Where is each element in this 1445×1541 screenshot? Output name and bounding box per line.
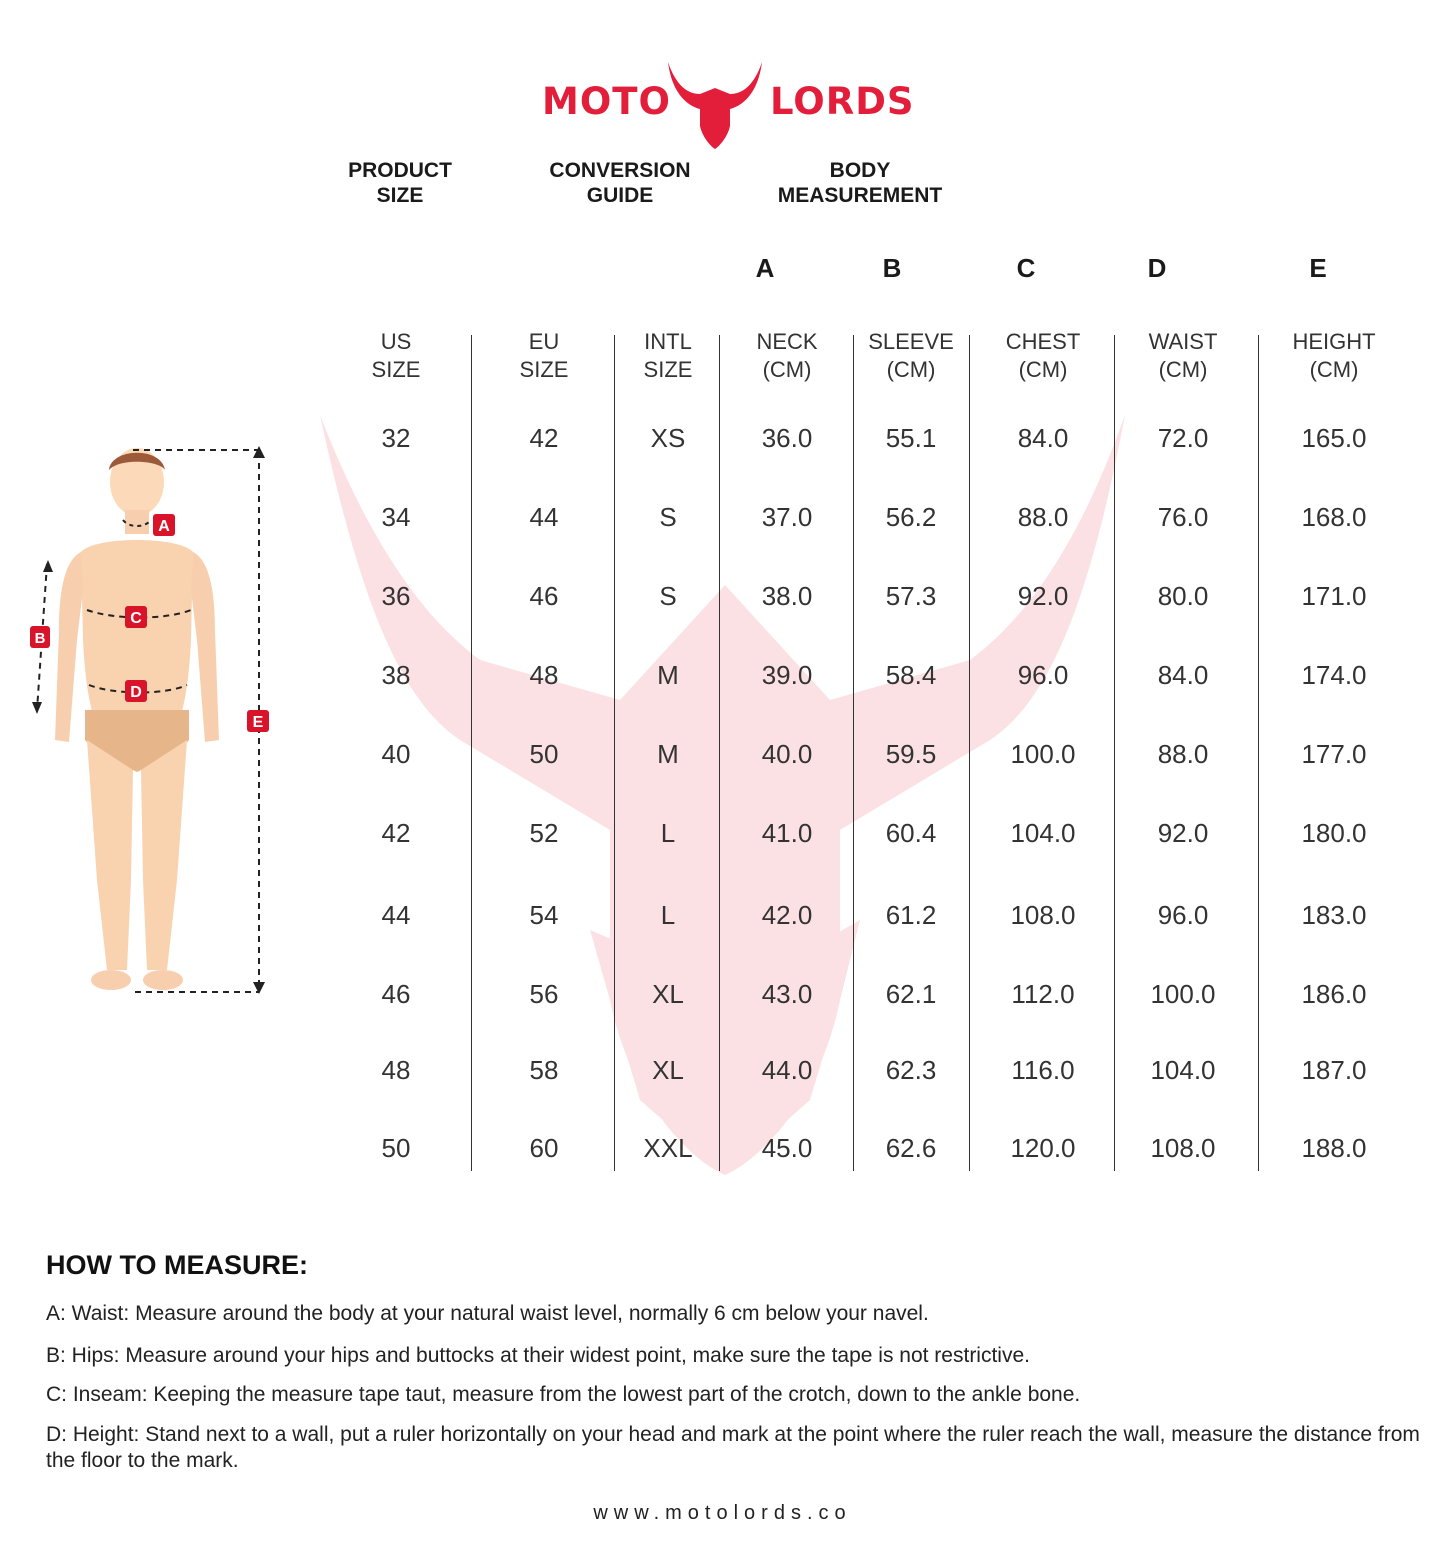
cell-waist: 76.0 (1157, 502, 1209, 532)
column-divider (471, 335, 472, 1171)
cell-neck: 43.0 (761, 979, 813, 1009)
cell-height: 186.0 (1301, 979, 1367, 1009)
cell-sleeve: 62.1 (885, 979, 937, 1009)
cell-chest: 100.0 (1010, 739, 1076, 769)
cell-eu-size: 46 (529, 581, 559, 611)
how-to-item-d: D: Height: Stand next to a wall, put a ruler horizontally on your head and mark at the point where the ruler reach the wall, measure the distance from the floor to the mark. (46, 1423, 1420, 1472)
col-chest: CHEST (CM) (1005, 329, 1081, 382)
svg-text:D: D (130, 684, 142, 701)
cell-us-size: 44 (381, 900, 411, 930)
cell-sleeve: 61.2 (885, 900, 937, 930)
cell-neck: 45.0 (761, 1133, 813, 1163)
cell-waist: 72.0 (1157, 423, 1209, 453)
cell-sleeve: 62.6 (885, 1133, 937, 1163)
col-us-size: US SIZE (371, 329, 421, 382)
cell-eu-size: 48 (529, 660, 559, 690)
cell-intl-size: S (659, 581, 677, 611)
group-body-measurement: BODY MEASUREMENT (777, 159, 943, 207)
cell-chest: 96.0 (1017, 660, 1069, 690)
cell-chest: 88.0 (1017, 502, 1069, 532)
svg-text:A: A (158, 518, 170, 535)
brand-word-moto: MOTO (542, 80, 671, 123)
cell-us-size: 36 (381, 581, 411, 611)
cell-neck: 44.0 (761, 1055, 813, 1085)
cell-waist: 100.0 (1150, 979, 1216, 1009)
how-to-item-a: A: Waist: Measure around the body at your natural waist level, normally 6 cm below your navel. (46, 1302, 929, 1325)
cell-neck: 39.0 (761, 660, 813, 690)
letter-d: D (1147, 253, 1167, 283)
bull-head-icon (660, 54, 770, 154)
cell-waist: 84.0 (1157, 660, 1209, 690)
col-neck: NECK (CM) (756, 329, 818, 382)
cell-eu-size: 56 (529, 979, 559, 1009)
cell-intl-size: XXL (643, 1133, 693, 1163)
col-sleeve: SLEEVE (CM) (868, 329, 954, 382)
brand-header (0, 28, 1445, 128)
cell-waist: 96.0 (1157, 900, 1209, 930)
cell-neck: 40.0 (761, 739, 813, 769)
cell-us-size: 42 (381, 818, 411, 848)
cell-sleeve: 58.4 (885, 660, 937, 690)
col-eu-size: EU SIZE (519, 329, 569, 382)
cell-waist: 92.0 (1157, 818, 1209, 848)
cell-neck: 36.0 (761, 423, 813, 453)
cell-intl-size: M (657, 660, 679, 690)
cell-chest: 104.0 (1010, 818, 1076, 848)
col-height: HEIGHT (CM) (1292, 329, 1376, 382)
cell-chest: 108.0 (1010, 900, 1076, 930)
cell-us-size: 38 (381, 660, 411, 690)
cell-sleeve: 60.4 (885, 818, 937, 848)
cell-chest: 112.0 (1011, 979, 1075, 1009)
cell-intl-size: L (660, 818, 676, 848)
col-waist: WAIST (CM) (1148, 329, 1218, 382)
how-to-title: HOW TO MEASURE: (46, 1250, 308, 1280)
cell-intl-size: XL (652, 1055, 684, 1085)
cell-waist: 80.0 (1157, 581, 1209, 611)
brand-word-lords: LORDS (770, 80, 915, 123)
body-measurement-figure-icon (25, 440, 285, 1020)
cell-intl-size: M (657, 739, 679, 769)
cell-us-size: 46 (381, 979, 411, 1009)
cell-sleeve: 57.3 (885, 581, 937, 611)
cell-chest: 92.0 (1017, 581, 1069, 611)
cell-height: 188.0 (1301, 1133, 1367, 1163)
cell-waist: 104.0 (1150, 1055, 1216, 1085)
letter-c: C (1016, 253, 1036, 283)
cell-height: 165.0 (1301, 423, 1367, 453)
letter-e: E (1309, 253, 1327, 283)
cell-height: 183.0 (1301, 900, 1367, 930)
column-divider (1114, 335, 1115, 1171)
cell-chest: 116.0 (1011, 1055, 1075, 1085)
svg-text:C: C (130, 610, 142, 627)
cell-sleeve: 55.1 (885, 423, 937, 453)
how-to-item-b: B: Hips: Measure around your hips and buttocks at their widest point, make sure the tape is not restrictive. (46, 1344, 1030, 1367)
cell-height: 171.0 (1301, 581, 1367, 611)
svg-text:E: E (252, 714, 264, 731)
cell-us-size: 40 (381, 739, 411, 769)
cell-eu-size: 42 (529, 423, 559, 453)
cell-intl-size: XL (652, 979, 684, 1009)
cell-waist: 108.0 (1150, 1133, 1216, 1163)
cell-height: 187.0 (1301, 1055, 1367, 1085)
cell-height: 180.0 (1301, 818, 1367, 848)
cell-us-size: 34 (381, 502, 411, 532)
cell-chest: 120.0 (1010, 1133, 1076, 1163)
cell-eu-size: 58 (529, 1055, 559, 1085)
cell-us-size: 32 (381, 423, 411, 453)
cell-eu-size: 52 (529, 818, 559, 848)
cell-eu-size: 44 (529, 502, 559, 532)
cell-sleeve: 62.3 (885, 1055, 937, 1085)
cell-neck: 37.0 (761, 502, 813, 532)
footer-url[interactable]: www.motolords.co (593, 1502, 852, 1524)
cell-eu-size: 54 (529, 900, 559, 930)
cell-neck: 38.0 (761, 581, 813, 611)
svg-text:B: B (34, 630, 46, 647)
cell-us-size: 48 (381, 1055, 411, 1085)
column-divider (1258, 335, 1259, 1171)
group-conversion-guide: CONVERSION GUIDE (549, 159, 691, 207)
cell-intl-size: XS (650, 423, 686, 453)
cell-us-size: 50 (381, 1133, 411, 1163)
cell-eu-size: 60 (529, 1133, 559, 1163)
cell-eu-size: 50 (529, 739, 559, 769)
cell-height: 174.0 (1301, 660, 1367, 690)
cell-chest: 84.0 (1017, 423, 1069, 453)
cell-waist: 88.0 (1157, 739, 1209, 769)
cell-height: 168.0 (1301, 502, 1367, 532)
how-to-item-c: C: Inseam: Keeping the measure tape taut, measure from the lowest part of the crotch, down to the ankle bone. (46, 1383, 1081, 1406)
cell-intl-size: L (660, 900, 676, 930)
letter-b: B (882, 253, 902, 283)
cell-neck: 42.0 (761, 900, 813, 930)
cell-height: 177.0 (1301, 739, 1367, 769)
cell-intl-size: S (659, 502, 677, 532)
group-product-size: PRODUCT SIZE (348, 159, 452, 207)
cell-neck: 41.0 (761, 818, 813, 848)
cell-sleeve: 59.5 (885, 739, 937, 769)
letter-a: A (755, 253, 775, 283)
col-intl-size: INTL SIZE (643, 329, 693, 382)
cell-sleeve: 56.2 (885, 502, 937, 532)
